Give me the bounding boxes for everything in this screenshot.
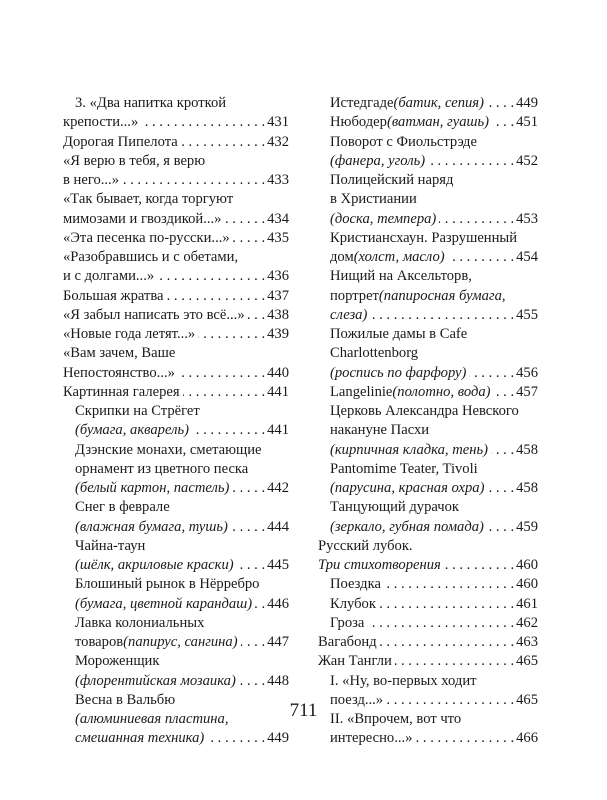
- toc-entry-title: Скрипки на Стрёгет: [75, 403, 200, 419]
- dot-leader: [487, 94, 514, 113]
- toc-entry-page: 460: [516, 557, 538, 573]
- toc-entry: [318, 344, 538, 363]
- toc-entry-title: II. «Впрочем, вот что: [330, 711, 462, 727]
- toc-entry-medium: Три стихотворения: [318, 557, 441, 573]
- dot-leader: [224, 210, 265, 229]
- dot-leader: [444, 556, 514, 575]
- toc-entry-page: 440: [267, 364, 289, 381]
- toc-entry: [318, 133, 538, 152]
- dot-leader: [380, 633, 514, 652]
- toc-entry: [63, 575, 289, 594]
- toc-entry-title: Дорогая Пипелота: [63, 133, 178, 150]
- toc-entry-page: 436: [267, 268, 289, 285]
- toc-entry: [318, 672, 538, 691]
- toc-entry-page: 442: [267, 480, 289, 496]
- toc-entry: [318, 652, 538, 671]
- toc-entry: [63, 364, 289, 383]
- toc-entry-title: орнамент из цветного песка: [75, 460, 249, 477]
- toc-entry-title: Истедгаде: [330, 95, 394, 111]
- toc-entry-medium: (ватман, гуашь): [386, 114, 490, 131]
- toc-entry: [63, 383, 289, 402]
- toc-entry-medium: (бумага, акварель): [75, 422, 189, 439]
- dot-leader: [487, 479, 514, 498]
- toc-entry-title: Непостоянство...»: [63, 364, 175, 381]
- toc-entry-title: Полицейский наряд: [330, 172, 454, 188]
- toc-entry-medium: (шёлк, акриловые краски): [75, 557, 234, 573]
- toc-entry-page: 455: [516, 306, 538, 323]
- dot-leader: [439, 210, 514, 229]
- toc-entry: [63, 210, 289, 229]
- toc-entry-title: Весна в Вальбю: [75, 691, 176, 708]
- toc-entry: [63, 190, 289, 209]
- toc-entry-title: Charlottenborg: [330, 345, 419, 362]
- toc-entry: [318, 113, 538, 132]
- toc-entry-title: поезд...»: [330, 691, 384, 708]
- toc-entry: [318, 518, 538, 537]
- toc-entry-medium: (фанера, уголь): [330, 152, 426, 169]
- toc-entry-title: Снег в феврале: [75, 499, 170, 516]
- toc-entry: [318, 325, 538, 344]
- dot-leader: [469, 364, 514, 383]
- toc-entry-title: в него...»: [63, 172, 119, 188]
- toc-entry: [63, 614, 289, 633]
- toc-entry-title: Русский лубок.: [318, 537, 413, 554]
- toc-entry-page: 441: [267, 422, 289, 439]
- toc-entry-title: товаров: [75, 634, 124, 650]
- toc-entry-medium: (зеркало, губная помада): [330, 518, 484, 535]
- toc-entry-title: «Новые года летят...»: [63, 326, 196, 342]
- toc-entry: [318, 364, 538, 383]
- toc-entry-page: 458: [516, 441, 538, 458]
- dot-leader: [395, 652, 514, 671]
- toc-entry-title: и с долгами...»: [63, 268, 155, 285]
- dot-leader: [384, 575, 514, 594]
- toc-entry-title: Вагабонд: [318, 634, 377, 650]
- toc-entry-title: интересно...»: [330, 730, 413, 747]
- toc-entry-title: Мороженщик: [75, 653, 160, 670]
- toc-entry-page: 439: [267, 326, 289, 342]
- toc-entry-page: 454: [516, 249, 538, 265]
- toc-entry-medium: (папиросная бумага,: [378, 287, 506, 304]
- toc-entry: [63, 152, 289, 171]
- toc-entry-page: 437: [267, 287, 289, 304]
- toc-entry: [63, 460, 289, 479]
- toc-entry-page: 463: [516, 634, 538, 650]
- toc-entry-page: 462: [516, 614, 538, 631]
- toc-entry: [318, 190, 538, 209]
- toc-entry: [318, 614, 538, 633]
- toc-entry-page: 453: [516, 210, 538, 227]
- toc-entry: [318, 460, 538, 479]
- toc-entry-medium: (парусина, красная охра): [330, 480, 485, 496]
- toc-entry: [63, 402, 289, 421]
- toc-entry: [318, 267, 538, 286]
- toc-entry-title: «Разобравшись и с обетами,: [63, 249, 239, 265]
- dot-leader: [183, 383, 266, 402]
- toc-entry-medium: (бумага, цветной карандаш): [75, 595, 253, 612]
- toc-entry-medium: (кирпичная кладка, тень): [330, 441, 488, 458]
- toc-entry: [318, 248, 538, 267]
- toc-entry-title: Кристиансхаун. Разрушенный: [330, 229, 518, 246]
- toc-entry-title: Поворот с Фиольстрэде: [330, 133, 477, 150]
- toc-entry-title: «Я забыл написать это всё...»: [63, 306, 245, 323]
- toc-entry: [318, 595, 538, 614]
- toc-entry: [63, 672, 289, 691]
- toc-entry-page: 446: [267, 595, 289, 612]
- toc-entry-title: Чайна-таун: [75, 537, 146, 554]
- toc-entry: [63, 441, 289, 460]
- toc-entry: [318, 537, 538, 556]
- toc-entry-page: 461: [516, 595, 538, 612]
- toc-entry: [318, 383, 538, 402]
- toc-entry-title: Поездка: [330, 576, 381, 593]
- toc-entry: [63, 171, 289, 190]
- dot-leader: [157, 267, 265, 286]
- toc-entry-medium: (батик, сепия): [393, 95, 484, 111]
- toc-entry-title: 3. «Два напитка кроткой: [75, 95, 227, 111]
- toc-entry-title: «Так бывает, когда торгуют: [63, 191, 234, 208]
- toc-entry-title: Жан Тангли: [318, 653, 392, 670]
- toc-entry: [63, 421, 289, 440]
- toc-entry-page: 447: [267, 634, 289, 650]
- toc-entry-page: 457: [516, 383, 538, 400]
- toc-entry-medium: (белый картон, пастель): [75, 480, 230, 496]
- toc-entry: [318, 479, 538, 498]
- toc-entry: [318, 287, 538, 306]
- dot-leader: [248, 306, 265, 325]
- toc-entry-medium: (флорентийская мозаика): [75, 672, 236, 689]
- toc-entry-medium: (доска, темпера): [330, 210, 437, 227]
- toc-entry-title: портрет: [330, 287, 379, 304]
- toc-entry: [63, 729, 289, 748]
- toc-entry-title: «Вам зачем, Ваше: [63, 345, 176, 362]
- toc-entry-page: 456: [516, 364, 538, 381]
- dot-leader: [367, 614, 514, 633]
- toc-entry: [63, 229, 289, 248]
- toc-entry-title: в Христиании: [330, 191, 417, 208]
- toc-entry-title: Нюбодер: [330, 114, 387, 131]
- dot-leader: [415, 729, 514, 748]
- toc-entry: [63, 595, 289, 614]
- toc-entry-page: 465: [516, 653, 538, 670]
- toc-entry: [63, 652, 289, 671]
- toc-entry: [63, 556, 289, 575]
- toc-entry-title: Клубок: [330, 595, 376, 612]
- toc-entry-title: накануне Пасхи: [330, 422, 430, 439]
- dot-leader: [241, 633, 266, 652]
- toc-entry-title: «Эта песенка по-русски...»: [63, 229, 230, 246]
- toc-entry: [318, 210, 538, 229]
- toc-entry: [318, 94, 538, 113]
- toc-entry: [63, 479, 289, 498]
- toc-entry: [63, 113, 289, 132]
- toc-entry-title: Блошиный рынок в Нёрребро: [75, 576, 260, 593]
- dot-leader: [494, 383, 515, 402]
- toc-entry-medium: (полотно, вода): [392, 383, 491, 400]
- dot-leader: [192, 421, 265, 440]
- toc-entry: [63, 133, 289, 152]
- toc-entry-medium: (алюминиевая пластина,: [75, 711, 229, 727]
- dot-leader: [487, 518, 514, 537]
- toc-entry-page: 438: [267, 306, 289, 323]
- toc-entry-page: 444: [267, 518, 289, 535]
- toc-entry: [63, 518, 289, 537]
- toc-entry-medium: смешанная техника): [75, 730, 205, 747]
- toc-entry-title: Картинная галерея: [63, 383, 180, 400]
- toc-entry: [318, 152, 538, 171]
- toc-entry-page: 449: [267, 730, 289, 747]
- toc-entry-page: 433: [267, 172, 289, 188]
- dot-leader: [491, 441, 514, 460]
- toc-entry: [63, 248, 289, 267]
- dot-leader: [379, 595, 514, 614]
- toc-left-column: [63, 94, 289, 749]
- toc-entry-page: 432: [267, 133, 289, 150]
- toc-entry: [63, 306, 289, 325]
- dot-leader: [237, 556, 265, 575]
- dot-leader: [370, 306, 514, 325]
- toc-entry-page: 441: [267, 383, 289, 400]
- toc-entry-title: Церковь Александра Невского: [330, 403, 519, 419]
- dot-leader: [233, 229, 265, 248]
- toc-entry: [318, 633, 538, 652]
- dot-leader: [122, 171, 265, 190]
- toc-entry: [63, 537, 289, 556]
- toc-entry-medium: (влажная бумага, тушь): [75, 518, 228, 535]
- toc-entry: [63, 498, 289, 517]
- toc-entry-title: Гроза: [330, 614, 365, 631]
- toc-entry-title: Дзэнские монахи, сметающие: [75, 441, 262, 458]
- toc-entry: [318, 556, 538, 575]
- dot-leader: [492, 113, 514, 132]
- toc-right-column: [318, 94, 538, 749]
- toc-entry-page: 445: [267, 557, 289, 573]
- dot-leader: [231, 518, 265, 537]
- page-number: 711: [289, 700, 318, 721]
- toc-entry-title: Пожилые дамы в Cafe: [330, 326, 468, 342]
- toc-entry-title: мимозами и гвоздикой...»: [63, 210, 222, 227]
- toc-entry-page: 465: [516, 691, 538, 708]
- toc-entry: [318, 421, 538, 440]
- toc-entry-page: 434: [267, 210, 289, 227]
- toc-entry: [63, 267, 289, 286]
- toc-entry-page: 466: [516, 730, 538, 747]
- toc-entry: [318, 171, 538, 190]
- toc-entry-page: 431: [267, 114, 289, 131]
- dot-leader: [178, 364, 265, 383]
- toc-entry-medium: (холст, масло): [353, 249, 445, 265]
- toc-entry: [318, 229, 538, 248]
- dot-leader: [232, 479, 265, 498]
- toc-entry-page: 460: [516, 576, 538, 593]
- toc-entry-medium: (папирус, сангина): [123, 634, 238, 650]
- toc-entry-page: 451: [516, 114, 538, 131]
- toc-entry-title: крепости...»: [63, 114, 139, 131]
- toc-entry-title: Большая жратва: [63, 287, 164, 304]
- dot-leader: [207, 729, 265, 748]
- dot-leader: [448, 248, 515, 267]
- toc-entry-title: Танцующий дурачок: [330, 499, 459, 516]
- dot-leader: [181, 133, 265, 152]
- dot-leader: [141, 113, 265, 132]
- toc-entry: [63, 94, 289, 113]
- toc-entry-title: I. «Ну, во-первых ходит: [330, 672, 477, 689]
- toc-entry: [318, 729, 538, 748]
- toc-entry: [63, 633, 289, 652]
- toc-entry-title: Pantomime Teater, Tivoli: [330, 460, 478, 477]
- toc-entry-title: «Я верю в тебя, я верю: [63, 152, 206, 169]
- dot-leader: [167, 287, 266, 306]
- toc-entry-page: 452: [516, 152, 538, 169]
- dot-leader: [428, 152, 514, 171]
- toc-entry-title: Langelinie: [330, 383, 393, 400]
- toc-entry: [63, 325, 289, 344]
- toc-entry-medium: (роспись по фарфору): [330, 364, 467, 381]
- dot-leader: [255, 595, 265, 614]
- toc-entry: [318, 575, 538, 594]
- toc-entry-title: Лавка колониальных: [75, 614, 205, 631]
- toc-entry: [318, 441, 538, 460]
- toc-entry: [63, 287, 289, 306]
- toc-entry-page: 448: [267, 672, 289, 689]
- toc-entry-title: дом: [330, 249, 354, 265]
- toc-entry-page: 435: [267, 229, 289, 246]
- toc-entry-title: Нищий на Аксельторв,: [330, 268, 472, 285]
- toc-entry-page: 459: [516, 518, 538, 535]
- toc-entry: [318, 306, 538, 325]
- dot-leader: [239, 672, 265, 691]
- toc-entry-page: 449: [516, 95, 538, 111]
- dot-leader: [198, 325, 265, 344]
- toc-entry: [63, 344, 289, 363]
- toc-entry: [318, 498, 538, 517]
- toc-entry: [318, 402, 538, 421]
- toc-entry-medium: слеза): [330, 306, 368, 323]
- toc-entry-page: 458: [516, 480, 538, 496]
